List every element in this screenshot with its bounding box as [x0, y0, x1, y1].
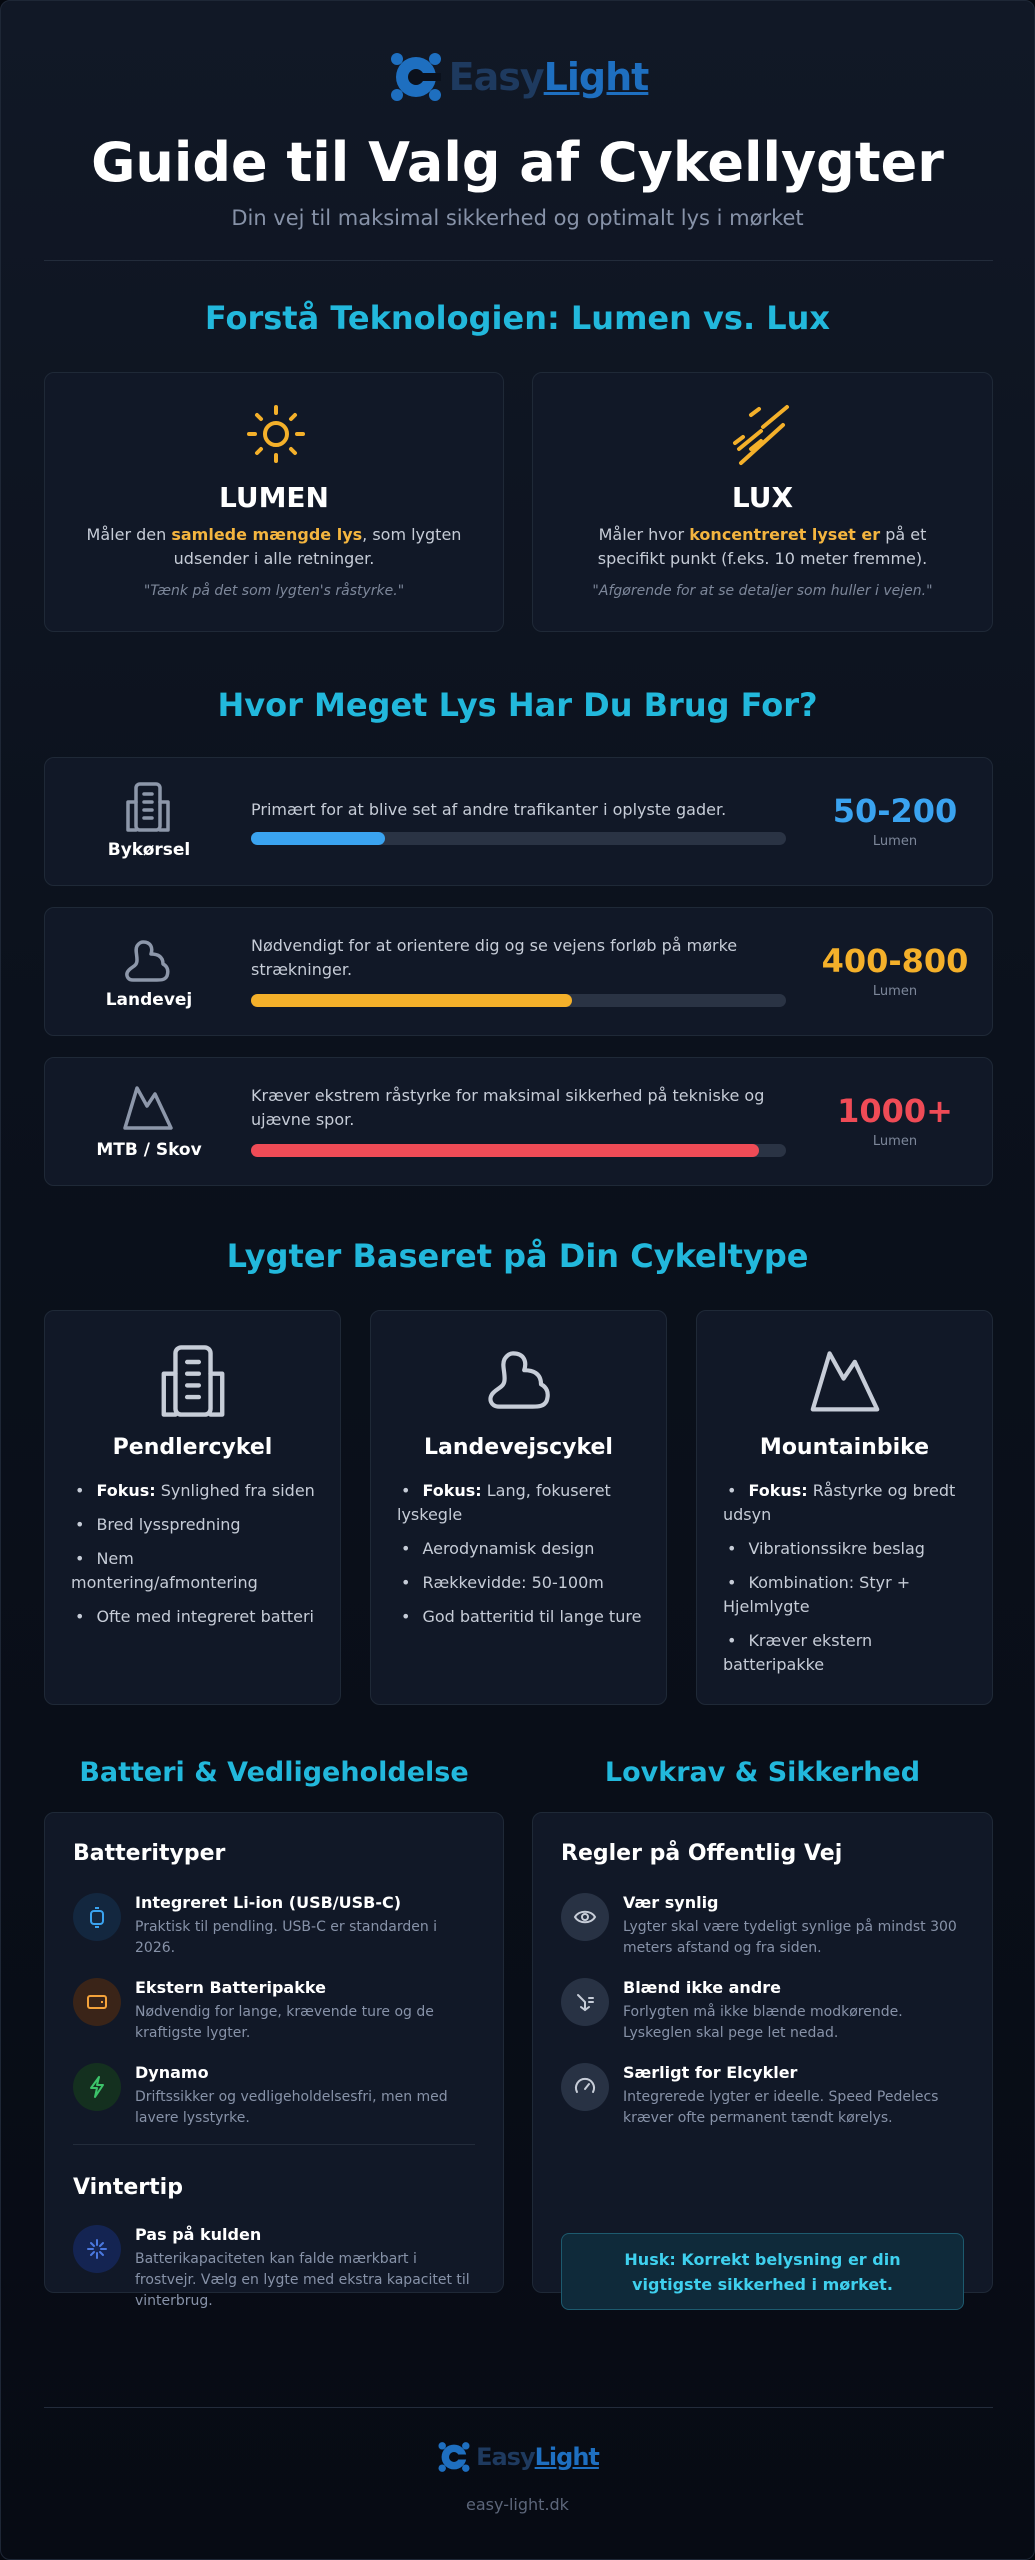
law-item	[561, 1978, 968, 2041]
type-feature: • Bred lysspredning	[71, 1513, 320, 1537]
need-lumen-value: 50-200	[832, 792, 958, 830]
need-unit: Lumen	[872, 834, 918, 849]
logo-easy-text: Easy	[476, 2443, 535, 2471]
battery-item	[73, 2063, 479, 2126]
focus-text: Råstyrke og bredt udsyn	[723, 1481, 956, 1524]
type-feature: • Rækkevidde: 50-100m	[397, 1571, 646, 1595]
lux-description	[573, 523, 952, 571]
lux-desc-end: på et specifikt punkt (f.eks. 10 meter fremme).	[597, 525, 928, 568]
snowflake-icon	[73, 2225, 121, 2273]
need-lumen-value: 400-800	[821, 942, 969, 980]
lumen-desc-end: , som lygten udsender i alle retninger.	[173, 525, 462, 568]
eye-icon	[561, 1893, 609, 1941]
focus-label: Fokus:	[422, 1481, 482, 1500]
mountain-icon	[807, 1345, 883, 1415]
need-row-country-road	[44, 907, 993, 1036]
need-bar	[251, 994, 786, 1007]
need-description: Kræver ekstrem råstyrke for maksimal sikkerhed på tekniske og ujævne spor.	[251, 1086, 765, 1129]
road-curve-icon	[485, 1347, 555, 1413]
law-item-title: Blænd ikke andre	[623, 1978, 781, 1997]
type-feature: • Ofte med integreret batteri	[71, 1605, 320, 1629]
lumen-description	[85, 523, 463, 571]
battery-item	[73, 1978, 479, 2041]
footer-url[interactable]: easy-light.dk	[466, 2495, 569, 2514]
winter-title: Vintertip	[73, 2175, 183, 2200]
type-feature-list	[723, 1479, 972, 1687]
type-feature-list	[71, 1479, 320, 1639]
need-lumen-value: 1000+	[837, 1092, 953, 1130]
law-title: Regler på Offentlig Vej	[561, 1841, 843, 1866]
needs-heading: Hvor Meget Lys Har Du Brug For?	[217, 686, 818, 724]
battery-item-title: Ekstern Batteripakke	[135, 1978, 326, 1997]
winter-item	[73, 2225, 479, 2309]
focus-text: Lang, fokuseret lyskegle	[397, 1481, 611, 1524]
type-title: Mountainbike	[759, 1435, 930, 1460]
need-label: MTB / Skov	[96, 1140, 202, 1160]
battery-types-title: Batterityper	[73, 1841, 226, 1866]
divider	[73, 2144, 475, 2145]
page-title: Guide til Valg af Cykellygter	[91, 131, 944, 194]
logo-light-text: Light	[534, 2443, 599, 2471]
battery-card	[44, 1812, 504, 2309]
technology-heading: Forstå Teknologien: Lumen vs. Lux	[204, 299, 831, 337]
type-feature: • Kombination: Styr + Hjelmlygte	[723, 1571, 972, 1619]
logo-wordmark	[449, 55, 649, 99]
need-description: Nødvendigt for at orientere dig og se vejens forløb på mørke strækninger.	[251, 936, 738, 979]
need-bar-fill	[251, 832, 385, 845]
law-item-desc: Lygter skal være tydeligt synlige på mindst 300 meters afstand og fra siden.	[623, 1919, 957, 1956]
type-title: Pendlercykel	[112, 1435, 273, 1460]
lumen-title: LUMEN	[218, 481, 329, 514]
lux-title: LUX	[731, 481, 794, 514]
safety-note: Husk: Korrekt belysning er din vigtigste sikkerhed i mørket.	[561, 2233, 964, 2310]
need-description: Primært for at blive set af andre trafikanter i oplyste gader.	[251, 800, 727, 819]
law-item-desc: Integrerede lygter er ideelle. Speed Pedelecs kræver ofte permanent tændt kørelys.	[623, 2089, 939, 2126]
brand-logo	[1, 45, 1034, 109]
sun-icon	[245, 403, 307, 465]
type-focus	[723, 1479, 972, 1527]
lux-desc-highlight: koncentreret lyset er	[689, 525, 881, 544]
building-icon	[155, 1341, 231, 1421]
law-item-title: Særligt for Elcykler	[623, 2063, 798, 2082]
page-subtitle: Din vej til maksimal sikkerhed og optimalt lys i mørket	[231, 206, 804, 230]
battery-cell-icon	[73, 1893, 121, 1941]
type-feature: • Vibrationssikre beslag	[723, 1537, 972, 1561]
type-feature: • Aerodynamisk design	[397, 1537, 646, 1561]
type-card-mountainbike	[696, 1310, 993, 1705]
law-item	[561, 2063, 968, 2126]
focus-label: Fokus:	[96, 1481, 156, 1500]
lightning-icon	[73, 2063, 121, 2111]
lumen-quote: "Tænk på det som lygten's råstyrke."	[143, 583, 405, 599]
lux-quote: "Afgørende for at se detaljer som huller i vejen."	[592, 583, 933, 599]
battery-item-title: Integreret Li-ion (USB/USB-C)	[135, 1893, 402, 1912]
type-card-road	[370, 1310, 667, 1705]
type-feature: • God batteritid til lange ture	[397, 1605, 646, 1629]
battery-item-title: Dynamo	[135, 2063, 209, 2082]
winter-item-desc: Batterikapaciteten kan falde mærkbart i frostvejr. Vælg en lygte med ekstra kapacitet til vinterbrug.	[135, 2251, 470, 2309]
need-unit: Lumen	[872, 1134, 918, 1149]
type-feature: • Nem montering/afmontering	[71, 1547, 320, 1595]
gauge-icon	[561, 2063, 609, 2111]
need-row-mtb	[44, 1057, 993, 1186]
need-unit: Lumen	[872, 984, 918, 999]
need-bar-fill	[251, 994, 572, 1007]
need-label: Landevej	[105, 990, 193, 1010]
footer-logo	[1, 2437, 1034, 2477]
battery-item-desc: Driftssikker og vedligeholdelsesfri, men med lavere lysstyrke.	[135, 2089, 448, 2126]
logo-mark-icon	[436, 2438, 472, 2476]
lux-desc-start: Måler hvor	[598, 525, 690, 544]
law-item-desc: Forlygten må ikke blænde modkørende. Lyskeglen skal pege let nedad.	[623, 2004, 903, 2041]
light-beam-icon	[731, 403, 795, 467]
law-item	[561, 1893, 968, 1956]
type-feature: • Kræver ekstern batteripakke	[723, 1629, 972, 1677]
type-feature-list	[397, 1479, 646, 1639]
battery-heading: Batteri & Vedligeholdelse	[79, 1757, 469, 1788]
lumen-desc-highlight: samlede mængde lys	[171, 525, 363, 544]
law-heading: Lovkrav & Sikkerhed	[604, 1757, 921, 1788]
building-icon	[122, 780, 174, 834]
law-item-title: Vær synlig	[623, 1893, 719, 1912]
battery-item-desc: Nødvendig for lange, krævende ture og de kraftigste lygter.	[135, 2004, 434, 2041]
lumen-card	[44, 372, 504, 632]
divider	[44, 2407, 993, 2408]
road-curve-icon	[123, 938, 173, 984]
type-focus	[71, 1479, 320, 1503]
need-row-city	[44, 757, 993, 886]
divider	[44, 260, 993, 261]
focus-text: Synlighed fra siden	[155, 1481, 315, 1500]
types-heading: Lygter Baseret på Din Cykeltype	[226, 1237, 809, 1275]
battery-item-desc: Praktisk til pendling. USB-C er standarden i 2026.	[135, 1919, 438, 1956]
lux-card	[532, 372, 993, 632]
law-card	[532, 1812, 993, 2293]
need-label: Bykørsel	[107, 840, 191, 860]
focus-label: Fokus:	[748, 1481, 808, 1500]
logo-wordmark	[476, 2443, 599, 2471]
type-focus	[397, 1479, 646, 1527]
logo-light-text: Light	[543, 55, 649, 99]
battery-item	[73, 1893, 479, 1956]
type-card-commuter	[44, 1310, 341, 1705]
mountain-icon	[121, 1082, 175, 1132]
need-bar	[251, 1144, 786, 1157]
arrow-down-icon	[561, 1978, 609, 2026]
battery-pack-icon	[73, 1978, 121, 2026]
logo-mark-icon	[387, 47, 445, 107]
need-bar-fill	[251, 1144, 759, 1157]
need-bar	[251, 832, 786, 845]
lumen-desc-start: Måler den	[86, 525, 172, 544]
logo-easy-text: Easy	[448, 55, 544, 99]
winter-item-title: Pas på kulden	[135, 2225, 262, 2244]
type-title: Landevejscykel	[424, 1435, 613, 1460]
